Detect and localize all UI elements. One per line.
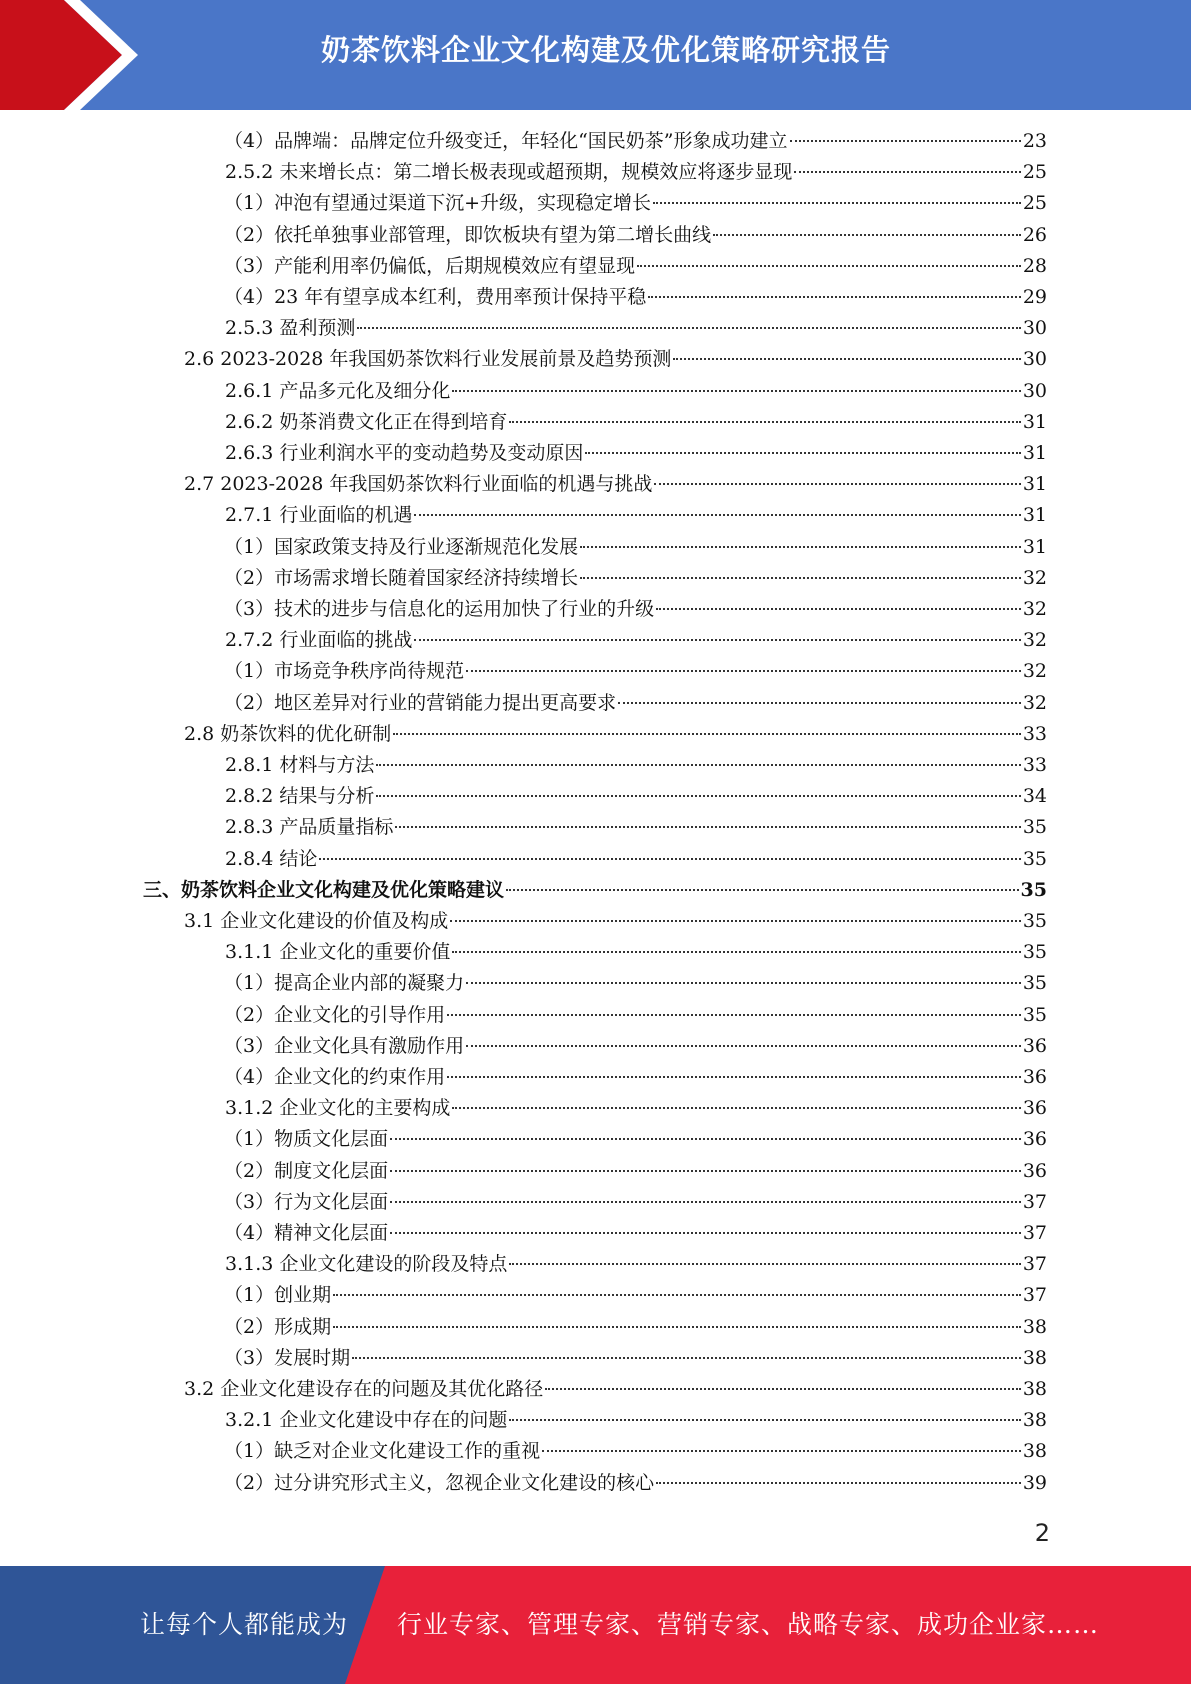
toc-dot-leader: [466, 982, 1021, 984]
toc-dot-leader: [648, 296, 1021, 298]
toc-entry-label: （3）技术的进步与信息化的运用加快了行业的升级: [224, 598, 655, 620]
toc-entry-label: （1）缺乏对企业文化建设工作的重视: [224, 1440, 541, 1462]
toc-entry-page: 32: [1022, 692, 1047, 714]
toc-entry-label: （1）提高企业内部的凝聚力: [224, 972, 465, 994]
toc-entry[interactable]: [225, 750, 1047, 781]
toc-entry-page: 31: [1022, 442, 1047, 464]
toc-dot-leader: [414, 514, 1020, 516]
toc-entry-label: （2）过分讲究形式主义，忽视企业文化建设的核心: [224, 1472, 655, 1494]
toc-entry[interactable]: [224, 1218, 1047, 1249]
toc-entry-page: 30: [1022, 380, 1047, 402]
toc-entry[interactable]: [224, 1031, 1047, 1062]
toc-entry-label: 2.8.4 结论: [225, 848, 318, 870]
toc-entry-page: 34: [1022, 785, 1047, 807]
toc-entry-label: 2.5.2 未来增长点：第二增长极表现或超预期，规模效应将逐步显现: [225, 161, 793, 183]
toc-entry-label: （3）企业文化具有激励作用: [224, 1035, 465, 1057]
toc-entry[interactable]: [224, 1312, 1047, 1343]
toc-entry[interactable]: [225, 1249, 1047, 1280]
toc-dot-leader: [654, 483, 1020, 485]
toc-dot-leader: [618, 702, 1021, 704]
toc-entry[interactable]: [225, 376, 1047, 407]
toc-entry[interactable]: [225, 157, 1047, 188]
toc-entry[interactable]: [224, 1280, 1047, 1311]
toc-entry-label: （2）地区差异对行业的营销能力提出更高要求: [224, 692, 617, 714]
toc-entry-label: （2）市场需求增长随着国家经济持续增长: [224, 567, 579, 589]
toc-entry-page: 35: [1020, 879, 1047, 901]
toc-entry-page: 38: [1022, 1440, 1047, 1462]
toc-dot-leader: [319, 858, 1020, 860]
toc-entry-page: 38: [1022, 1378, 1047, 1400]
toc-entry-label: （3）发展时期: [224, 1347, 351, 1369]
toc-entry[interactable]: [224, 1436, 1047, 1467]
toc-entry-label: （1）物质文化层面: [224, 1128, 389, 1150]
toc-dot-leader: [542, 1450, 1021, 1452]
toc-entry-label: （1）市场竞争秩序尚待规范: [224, 660, 465, 682]
toc-entry[interactable]: [224, 656, 1047, 687]
toc-entry-label: 2.5.3 盈利预测: [225, 317, 356, 339]
toc-entry[interactable]: [224, 594, 1047, 625]
toc-dot-leader: [390, 1138, 1021, 1140]
toc-entry-label: （2）制度文化层面: [224, 1160, 389, 1182]
toc-entry-page: 31: [1022, 411, 1047, 433]
toc-entry-label: 三、奶茶饮料企业文化构建及优化策略建议: [143, 879, 505, 901]
toc-entry-label: （1）冲泡有望通过渠道下沉+升级，实现稳定增长: [224, 192, 652, 214]
toc-entry-label: （4）企业文化的约束作用: [224, 1066, 446, 1088]
toc-entry-page: 37: [1022, 1222, 1047, 1244]
toc-entry-page: 37: [1022, 1191, 1047, 1213]
toc-entry[interactable]: [224, 1124, 1047, 1155]
toc-dot-leader: [376, 764, 1020, 766]
toc-entry[interactable]: [224, 282, 1047, 313]
toc-dot-leader: [376, 795, 1020, 797]
toc-dot-leader: [545, 1388, 1021, 1390]
toc-entry[interactable]: [143, 875, 1047, 906]
toc-dot-leader: [580, 577, 1021, 579]
toc-entry[interactable]: [225, 812, 1047, 843]
page-number: 2: [1034, 1519, 1050, 1547]
toc-entry-label: （4）精神文化层面: [224, 1222, 389, 1244]
toc-entry-page: 36: [1022, 1035, 1047, 1057]
toc-entry[interactable]: [225, 500, 1047, 531]
header-banner: [0, 0, 1191, 110]
toc-entry-label: （3）行为文化层面: [224, 1191, 389, 1213]
toc-entry-page: 25: [1022, 192, 1047, 214]
toc-entry[interactable]: [184, 719, 1047, 750]
toc-entry-label: （2）依托单独事业部管理，即饮板块有望为第二增长曲线: [224, 224, 712, 246]
toc-entry[interactable]: [225, 407, 1047, 438]
toc-dot-leader: [506, 889, 1019, 891]
toc-entry-label: 3.1.3 企业文化建设的阶段及特点: [225, 1253, 508, 1275]
toc-entry[interactable]: [225, 1093, 1047, 1124]
toc-entry-page: 33: [1022, 754, 1047, 776]
toc-dot-leader: [393, 733, 1021, 735]
toc-entry-page: 32: [1022, 598, 1047, 620]
toc-dot-leader: [450, 920, 1021, 922]
toc-entry-page: 30: [1022, 317, 1047, 339]
toc-entry[interactable]: [224, 188, 1047, 219]
toc-dot-leader: [673, 358, 1020, 360]
toc-entry-page: 35: [1022, 941, 1047, 963]
toc-entry[interactable]: [224, 220, 1047, 251]
toc-entry[interactable]: [184, 906, 1047, 937]
toc-dot-leader: [466, 670, 1021, 672]
toc-entry[interactable]: [224, 1156, 1047, 1187]
toc-dot-leader: [509, 1263, 1020, 1265]
footer-slogan-left: 让每个人都能成为: [140, 1610, 349, 1639]
toc-entry-page: 36: [1022, 1160, 1047, 1182]
toc-dot-leader: [509, 1419, 1020, 1421]
toc-entry[interactable]: [224, 1468, 1047, 1499]
toc-entry-page: 35: [1022, 848, 1047, 870]
toc-dot-leader: [452, 1107, 1020, 1109]
toc-entry-page: 35: [1022, 816, 1047, 838]
toc-entry[interactable]: [225, 1405, 1047, 1436]
toc-entry[interactable]: [224, 532, 1047, 563]
toc-entry-label: 2.8.3 产品质量指标: [225, 816, 394, 838]
toc-entry-page: 33: [1022, 723, 1047, 745]
toc-dot-leader: [333, 1294, 1021, 1296]
toc-entry-label: 2.7.1 行业面临的机遇: [225, 504, 413, 526]
toc-entry-page: 32: [1022, 629, 1047, 651]
toc-dot-leader: [447, 1076, 1021, 1078]
footer-slogan-right: 行业专家、管理专家、营销专家、战略专家、成功企业家……: [397, 1610, 1100, 1639]
toc-entry-page: 26: [1022, 224, 1047, 246]
toc-entry-page: 25: [1022, 161, 1047, 183]
toc-entry-label: 2.6.1 产品多元化及细分化: [225, 380, 451, 402]
toc-dot-leader: [713, 234, 1021, 236]
toc-entry[interactable]: [224, 968, 1047, 999]
toc-dot-leader: [357, 327, 1020, 329]
toc-entry-label: 2.6.3 行业利润水平的变动趋势及变动原因: [225, 442, 584, 464]
toc-dot-leader: [390, 1201, 1021, 1203]
toc-entry-label: （3）产能利用率仍偏低，后期规模效应有望显现: [224, 255, 636, 277]
toc-entry-label: 3.2 企业文化建设存在的问题及其优化路径: [184, 1378, 544, 1400]
toc-dot-leader: [585, 452, 1020, 454]
toc-dot-leader: [390, 1170, 1021, 1172]
toc-dot-leader: [466, 1045, 1021, 1047]
toc-dot-leader: [794, 171, 1020, 173]
toc-entry-page: 36: [1022, 1066, 1047, 1088]
toc-dot-leader: [653, 202, 1021, 204]
toc-entry-label: 2.6 2023-2028 年我国奶茶饮料行业发展前景及趋势预测: [184, 348, 672, 370]
toc-entry-label: （2）形成期: [224, 1316, 332, 1338]
toc-entry-page: 37: [1022, 1284, 1047, 1306]
toc-entry-page: 35: [1022, 910, 1047, 932]
toc-entry-label: 2.8.1 材料与方法: [225, 754, 375, 776]
toc-entry-label: 2.7.2 行业面临的挑战: [225, 629, 413, 651]
toc-entry-page: 36: [1022, 1128, 1047, 1150]
toc-entry[interactable]: [225, 781, 1047, 812]
toc-entry-label: 2.8 奶茶饮料的优化研制: [184, 723, 392, 745]
toc-entry-page: 38: [1022, 1347, 1047, 1369]
toc-entry-label: 3.1.1 企业文化的重要价值: [225, 941, 451, 963]
toc-entry-label: （2）企业文化的引导作用: [224, 1004, 446, 1026]
report-title: 奶茶饮料企业文化构建及优化策略研究报告: [320, 33, 891, 67]
toc-entry[interactable]: [184, 344, 1047, 375]
toc-entry-page: 32: [1022, 567, 1047, 589]
toc-dot-leader: [333, 1326, 1021, 1328]
toc-entry-page: 31: [1022, 536, 1047, 558]
toc-entry-page: 35: [1022, 1004, 1047, 1026]
toc-entry-page: 38: [1022, 1316, 1047, 1338]
toc-entry-page: 38: [1022, 1409, 1047, 1431]
toc-entry-page: 23: [1022, 130, 1047, 152]
toc-entry-page: 36: [1022, 1097, 1047, 1119]
toc-entry-label: （1）创业期: [224, 1284, 332, 1306]
toc-dot-leader: [390, 1232, 1021, 1234]
toc-dot-leader: [656, 608, 1021, 610]
toc-dot-leader: [452, 390, 1020, 392]
toc-entry[interactable]: [225, 844, 1047, 875]
toc-entry-page: 31: [1022, 473, 1047, 495]
toc-entry[interactable]: [224, 688, 1047, 719]
toc-entry[interactable]: [224, 1000, 1047, 1031]
toc-entry[interactable]: [224, 251, 1047, 282]
toc-entry-label: 2.6.2 奶茶消费文化正在得到培育: [225, 411, 508, 433]
toc-entry[interactable]: [224, 1343, 1047, 1374]
toc-entry[interactable]: [225, 438, 1047, 469]
toc-entry-label: （1）国家政策支持及行业逐渐规范化发展: [224, 536, 579, 558]
toc-entry-page: 32: [1022, 660, 1047, 682]
toc-entry-page: 31: [1022, 504, 1047, 526]
toc-entry-page: 39: [1022, 1472, 1047, 1494]
toc-entry-page: 30: [1022, 348, 1047, 370]
toc-entry-label: 2.8.2 结果与分析: [225, 785, 375, 807]
toc-dot-leader: [352, 1357, 1021, 1359]
toc-dot-leader: [790, 140, 1021, 142]
toc-entry-label: 3.1 企业文化建设的价值及构成: [184, 910, 449, 932]
toc-entry[interactable]: [225, 937, 1047, 968]
toc-entry-page: 37: [1022, 1253, 1047, 1275]
toc-entry[interactable]: [225, 313, 1047, 344]
toc-entry[interactable]: [184, 1374, 1047, 1405]
toc-dot-leader: [580, 546, 1021, 548]
toc-entry[interactable]: [184, 469, 1047, 500]
toc-entry-label: 3.2.1 企业文化建设中存在的问题: [225, 1409, 508, 1431]
toc-entry-label: （4）品牌端：品牌定位升级变迁，年轻化“国民奶茶”形象成功建立: [224, 130, 788, 152]
toc-dot-leader: [414, 639, 1020, 641]
toc-entry-label: 2.7 2023-2028 年我国奶茶饮料行业面临的机遇与挑战: [184, 473, 653, 495]
toc-dot-leader: [447, 1014, 1021, 1016]
toc-dot-leader: [637, 265, 1021, 267]
toc-entry-page: 29: [1022, 286, 1047, 308]
toc-dot-leader: [656, 1482, 1021, 1484]
toc-entry[interactable]: [224, 563, 1047, 594]
toc-entry-page: 35: [1022, 972, 1047, 994]
toc-entry[interactable]: [224, 1062, 1047, 1093]
toc-dot-leader: [509, 421, 1020, 423]
toc-entry-label: （4）23 年有望享成本红利，费用率预计保持平稳: [224, 286, 647, 308]
toc-entry[interactable]: [224, 1187, 1047, 1218]
toc-entry[interactable]: [225, 625, 1047, 656]
toc-entry-label: 3.1.2 企业文化的主要构成: [225, 1097, 451, 1119]
toc-entry-page: 28: [1022, 255, 1047, 277]
toc-dot-leader: [452, 951, 1020, 953]
toc-dot-leader: [395, 826, 1020, 828]
toc-entry[interactable]: [224, 126, 1047, 157]
footer-banner: [0, 1566, 1191, 1684]
